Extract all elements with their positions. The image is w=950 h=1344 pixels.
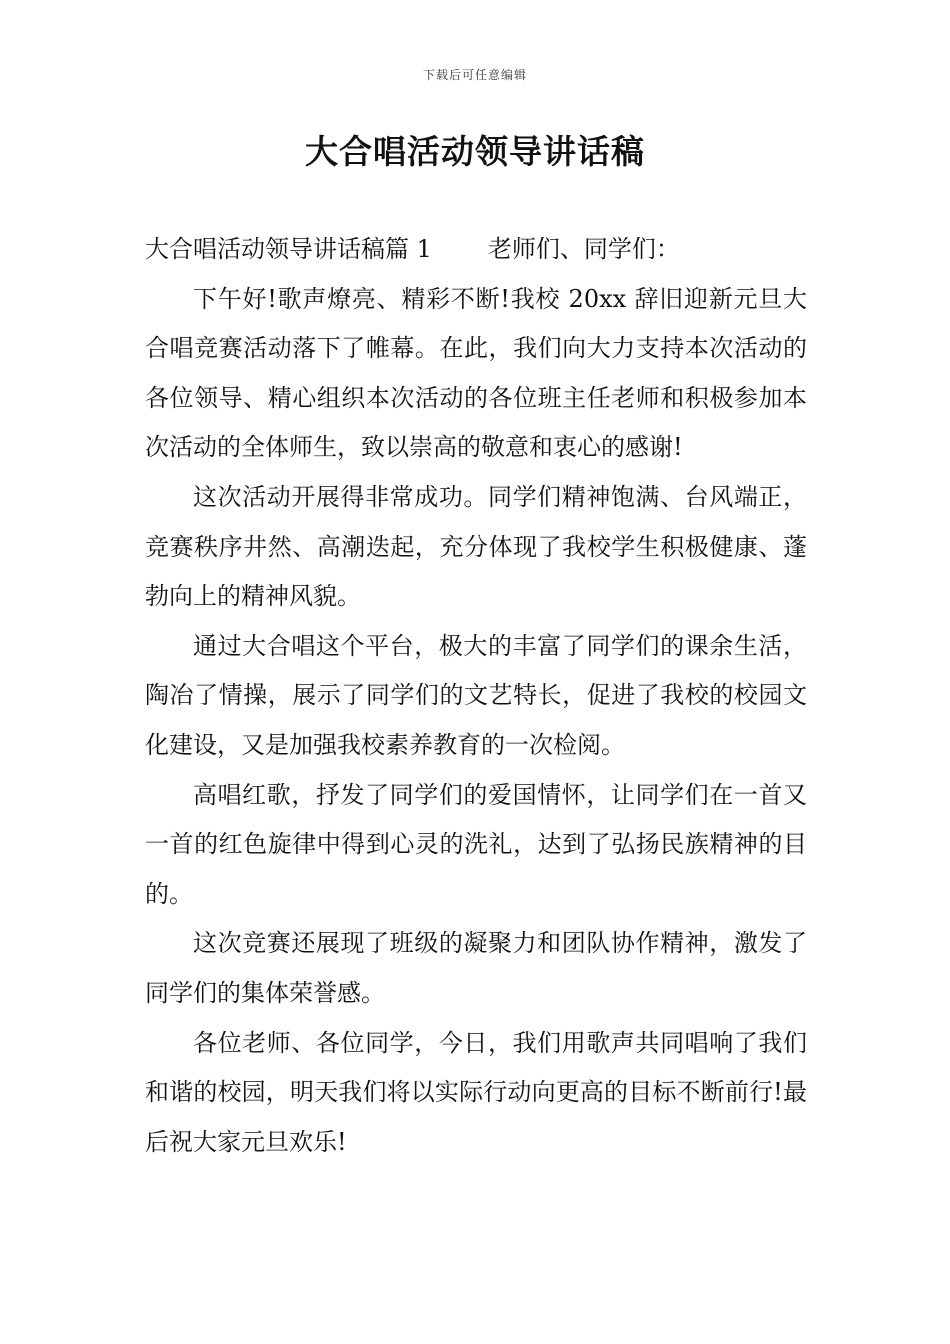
document-title: 大合唱活动领导讲话稿 [305,132,645,171]
document-body [145,225,807,1167]
paragraph-3: 通过大合唱这个平台，极大的丰富了同学们的课余生活，陶冶了情操，展示了同学们的文艺特长，促进了我校的校园文化建设，又是加强我校素养教育的一次检阅。 [145,631,807,759]
paragraph-2: 这次活动开展得非常成功。同学们精神饱满、台风端正，竞赛秩序井然、高潮迭起，充分体现了我校学生积极健康、蓬勃向上的精神风貌。 [145,482,807,611]
section-label: 大合唱活动领导讲话稿篇 1 [145,235,432,263]
intro-line [145,225,807,275]
paragraph-5: 这次竞赛还展现了班级的凝聚力和团队协作精神，激发了同学们的集体荣誉感。 [145,929,807,1007]
header-note: 下载后可任意编辑 [422,68,527,82]
paragraph-4: 高唱红歌，抒发了同学们的爱国情怀，让同学们在一首又一首的红色旋律中得到心灵的洗礼，达到了弘扬民族精神的目的。 [145,780,807,908]
paragraph-6: 各位老师、各位同学，今日，我们用歌声共同唱响了我们和谐的校园，明天我们将以实际行动向更高的目标不断前行!最后祝大家元旦欢乐! [145,1028,807,1156]
paragraph-1: 下午好!歌声燎亮、精彩不断!我校 20xx 辞旧迎新元旦大合唱竞赛活动落下了帷幕。在此，我们向大力支持本次活动的各位领导、精心组织本次活动的各位班主任老师和积极参加本次活动的全体师生，致以崇高的敬意和衷心的感谢! [145,284,807,462]
salutation: 老师们、同学们： [487,235,680,263]
